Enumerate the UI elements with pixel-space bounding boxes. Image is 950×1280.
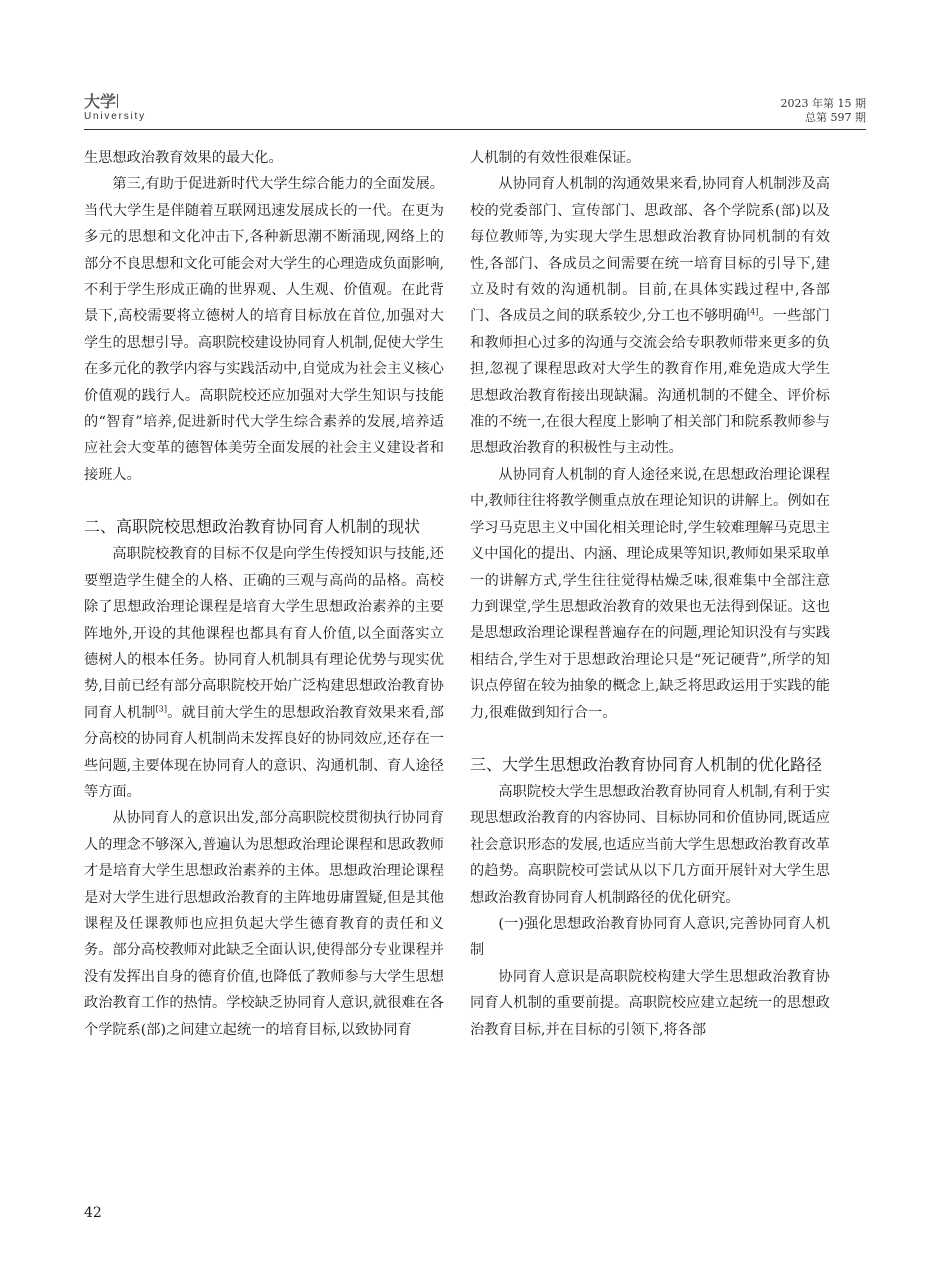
page-number: 42: [84, 1205, 102, 1221]
paragraph-text: 从协同育人机制的沟通效果来看,协同育人机制涉及高校的党委部门、宣传部门、思政部、各个学院系(部)以及每位教师等,为实现大学生思想政治教育协同机制的有效性,各部门、各成员之间需要在统一培育目标的引导下,建立及时有效的沟通机制。目前,在具体实践过程中,各部门、各成员之间的联系较少,分工也不够明确: [470, 176, 830, 325]
logo-bar-icon: [117, 94, 118, 108]
paragraph-text: 。一些部门和教师担心过多的沟通与交流会给专职教师带来更多的负担,忽视了课程思政对大学生的教育作用,难免造成大学生思想政治教育衔接出现缺漏。沟通机制的不健全、评价标准的不统一,在很大程度上影响了相关部门和院系教师参与思想政治教育的积极性与主动性。: [470, 308, 830, 457]
right-column: [470, 145, 830, 1043]
paragraph-text: 高职院校教育的目标不仅是向学生传授知识与技能,还要塑造学生健全的人格、正确的三观与高尚的品格。高校除了思想政治理论课程是培育大学生思想政治素养的主要阵地外,开设的其他课程也都具有育人价值,以全面落实立德树人的根本任务。协同育人机制具有理论优势与现实优势,目前已经有部分高职院校开始广泛构建思想政治教育协同育人机制: [84, 546, 444, 721]
journal-name-en: University: [84, 111, 146, 122]
paragraph: 人机制的有效性很难保证。: [470, 150, 641, 166]
paragraph: [470, 171, 830, 461]
issue-number: 2023 年第 15 期: [780, 97, 866, 110]
citation-ref: [3]: [155, 703, 168, 713]
journal-name-cn: 大学: [84, 92, 117, 111]
subsection-heading: (一)强化思想政治教育协同育人意识,完善协同育人机制: [470, 915, 830, 959]
paragraph: 协同育人意识是高职院校构建大学生思想政治教育协同育人机制的重要前提。高职院校应建立起统一的思想政治教育目标,并在目标的引领下,将各部: [470, 968, 830, 1038]
section-heading: 三、大学生思想政治教育协同育人机制的优化路径: [470, 754, 823, 774]
paragraph: 高职院校大学生思想政治教育协同育人机制,有利于实现思想政治教育的内容协同、目标协同和价值协同,既适应社会意识形态的发展,也适应当前大学生思想政治教育改革的趋势。高职院校可尝试从以下几方面开展针对大学生思想政治教育协同育人机制路径的优化研究。: [470, 783, 830, 906]
issue-info: [781, 97, 866, 125]
paragraph: 从协同育人的意识出发,部分高职院校贯彻执行协同育人的理念不够深入,普遍认为思想政治理论课程和思政教师才是培育大学生思想政治素养的主体。思想政治理论课程是对大学生进行思想政治教育的主阵地毋庸置疑,但是其他课程及任课教师也应担负起大学生德育教育的责任和义务。部分高校教师对此缺乏全面认识,使得部分专业课程并没有发挥出自身的德育价值,也降低了教师参与大学生思想政治教育工作的热情。学校缺乏协同育人意识,就很难在各个学院系(部)之间建立起统一的培育目标,以致协同育: [84, 810, 444, 1038]
paragraph: 从协同育人机制的育人途径来说,在思想政治理论课程中,教师往往将教学侧重点放在理论知识的讲解上。例如在学习马克思主义中国化相关理论时,学生较难理解马克思主义中国化的提出、内涵、理论成果等知识,教师如果采取单一的讲解方式,学生往往觉得枯燥乏味,很难集中全部注意力到课堂,学生思想政治教育的效果也无法得到保证。这也是思想政治理论课程普遍存在的问题,理论知识没有与实践相结合,学生对于思想政治理论只是“死记硬背”,所学的知识点停留在较为抽象的概念上,缺乏将思政运用于实践的能力,很难做到知行合一。: [470, 466, 830, 721]
total-issue-number: 总第 597 期: [805, 111, 866, 124]
journal-logo: [84, 93, 118, 111]
left-column: [84, 145, 444, 1043]
paragraph-text: 。就目前大学生的思想政治教育效果来看,部分高校的协同育人机制尚未发挥良好的协同效应,还存在一些问题,主要体现在协同育人的意识、沟通机制、育人途径等方面。: [84, 704, 444, 800]
paragraph: 生思想政治教育效果的最大化。: [84, 150, 283, 166]
page-header: [84, 93, 866, 130]
citation-ref: [4]: [746, 307, 759, 317]
paragraph: [84, 541, 444, 805]
section-heading: 二、高职院校思想政治教育协同育人机制的现状: [84, 517, 421, 537]
paragraph: 第三,有助于促进新时代大学生综合能力的全面发展。当代大学生是伴随着互联网迅速发展成长的一代。在更为多元的思想和文化冲击下,各种新思潮不断涌现,网络上的部分不良思想和文化可能会对大学生的心理造成负面影响,不利于学生形成正确的世界观、人生观、价值观。在此背景下,高校需要将立德树人的培育目标放在首位,加强对大学生的思想引导。高职院校建设协同育人机制,促使大学生在多元化的教学内容与实践活动中,自觉成为社会主义核心价值观的践行人。高职院校还应加强对大学生知识与技能的“智育”培养,促进新时代大学生综合素养的发展,培养适应社会大变革的德智体美劳全面发展的社会主义建设者和接班人。: [84, 176, 444, 483]
